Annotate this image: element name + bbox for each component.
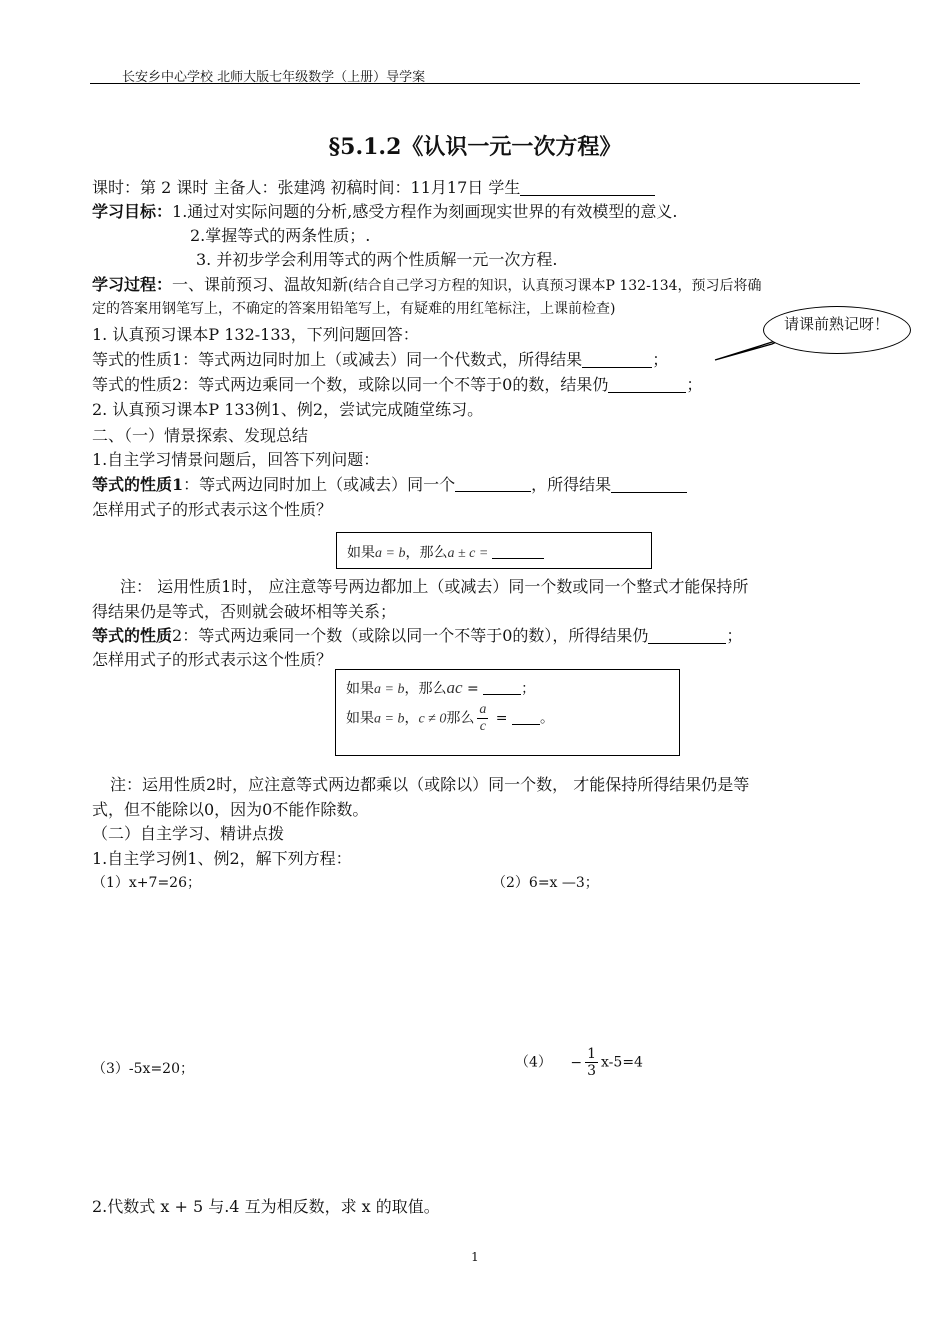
equation-1: （1）x+7=26；	[92, 875, 201, 891]
property-1-blank-a[interactable]	[455, 477, 531, 492]
note-1-line-2: 得结果仍是等式，否则就会破坏相等关系；	[92, 602, 397, 621]
formula-1-blank[interactable]	[492, 544, 544, 559]
header-rule	[90, 83, 860, 84]
formula-2b: 如果a = b，c ≠ 0那么 $\frac{a}{c}$ = 。	[346, 702, 554, 734]
prep-question-1: 1. 认真预习课本P 132-133，下列问题回答：	[92, 325, 419, 344]
question-2: 2.代数式 x + 5 与.4 互为相反数，求 x 的取值。	[92, 1197, 440, 1216]
goal-1: 学习目标：1.通过对实际问题的分析,感受方程作为刻画现实世界的有效模型的意义.	[92, 202, 678, 221]
formula-box-1	[336, 532, 652, 569]
how-to-express-1: 怎样用式子的形式表示这个性质？	[92, 500, 333, 519]
formula-2a: 如果a = b，那么ac = ；	[346, 678, 536, 697]
meta-line: 课时：第 2 课时 主备人：张建鸿 初稿时间：11月17日 学生	[92, 175, 655, 198]
process-line-2: 定的答案用钢笔写上，不确定的答案用铅笔写上，有疑难的用红笔标注，上课前检查)	[92, 301, 616, 317]
page-title: §5.1.2《认识一元一次方程》	[328, 134, 622, 160]
goal-2: 2.掌握等式的两条性质；.	[190, 226, 371, 245]
property-1-blank[interactable]	[582, 351, 652, 368]
section3-heading: （二）自主学习、精讲点拨	[92, 824, 285, 843]
section2-question-1: 1.自主学习情景问题后，回答下列问题：	[92, 450, 380, 469]
property-2-blank[interactable]	[608, 376, 686, 393]
property-1-blank-b[interactable]	[611, 476, 687, 493]
section2-heading: 二、（一）情景探索、发现总结	[92, 426, 309, 445]
page-number: 1	[471, 1250, 479, 1264]
fraction-a-over-c: $\frac{a}{c}$	[479, 702, 487, 734]
note-2-line-1: 注：运用性质2时，应注意等式两边都乘以（或除以）同一个数， 才能保持所得结果仍是等	[110, 775, 750, 794]
note-1-line-1: 注： 运用性质1时， 应注意等号两边都加上（或减去）同一个数或同一个整式才能保持所	[120, 577, 749, 596]
prep-property-1: 等式的性质1：等式两边同时加上（或减去）同一个代数式，所得结果 ；	[92, 350, 669, 369]
student-blank[interactable]	[520, 179, 655, 196]
formula-box-2	[335, 669, 680, 756]
section2-property-2: 等式的性质2：等式两边乘同一个数（或除以同一个不等于0的数），所得结果仍 ；	[92, 626, 743, 645]
prep-question-2: 2. 认真预习课本P 133例1、例2，尝试完成随堂练习。	[92, 400, 484, 419]
equation-4: （4） − $\frac{1}{3}$ x-5=4	[515, 1046, 643, 1079]
formula-2a-blank[interactable]	[483, 680, 521, 695]
goal-3: 3. 并初步学会利用等式的两个性质解一元一次方程.	[196, 250, 558, 269]
section3-question-1: 1.自主学习例1、例2，解下列方程：	[92, 849, 352, 868]
section2-property-1: 等式的性质1：等式两边同时加上（或减去）同一个 ，所得结果	[92, 472, 687, 495]
property-2-blank-a[interactable]	[648, 627, 726, 644]
prep-property-2: 等式的性质2：等式两边乘同一个数，或除以同一个不等于0的数，结果仍 ；	[92, 375, 703, 394]
page-header: 长安乡中心学校 北师大版七年级数学（上册）导学案	[122, 70, 426, 85]
fraction-one-third: $\frac{1}{3}$	[587, 1046, 597, 1079]
formula-2b-blank[interactable]	[512, 710, 540, 725]
process-line-1: 学习过程：一、课前预习、温故知新(结合自己学习方程的知识，认真预习课本P 132-134，预习后将确	[92, 275, 762, 294]
reminder-callout: 请课前熟记呀！	[763, 306, 911, 354]
how-to-express-2: 怎样用式子的形式表示这个性质？	[92, 650, 333, 669]
equation-2: （2）6=x —3；	[492, 875, 599, 891]
formula-1: 如果a = b，那么a ± c =	[347, 542, 544, 562]
equation-3: （3）-5x=20；	[92, 1061, 194, 1077]
note-2-line-2: 式，但不能除以0，因为0不能作除数。	[92, 800, 369, 819]
